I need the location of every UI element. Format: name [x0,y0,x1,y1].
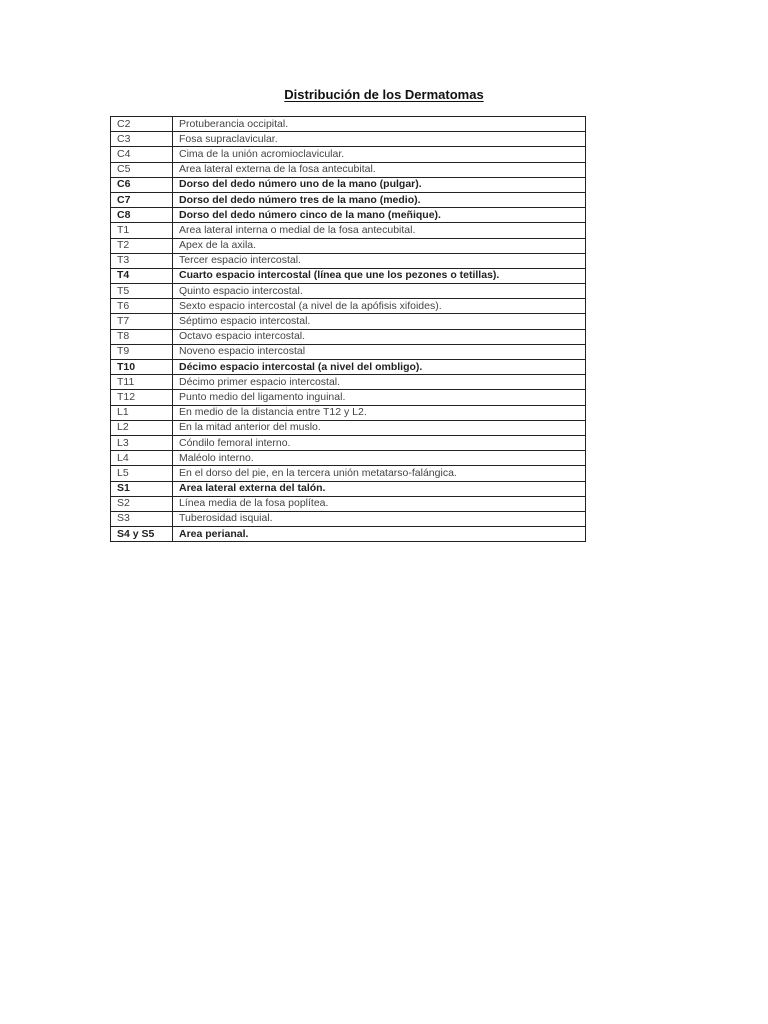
dermatome-code-cell: T7 [111,314,173,329]
dermatome-description-cell: Décimo espacio intercostal (a nivel del ombligo). [173,360,586,375]
table-row [111,268,586,283]
dermatome-code-cell: L1 [111,405,173,420]
dermatome-description-cell: Tuberosidad isquial. [173,511,586,526]
table-row [111,360,586,375]
dermatome-description-cell: Décimo primer espacio intercostal. [173,375,586,390]
dermatome-description-cell: Cóndilo femoral interno. [173,435,586,450]
dermatome-code-cell: S3 [111,511,173,526]
table-row [111,208,586,223]
table-row [111,192,586,207]
dermatome-description-cell: Area perianal. [173,527,586,542]
table-row [111,527,586,542]
dermatome-code-cell: T9 [111,344,173,359]
dermatome-code-cell: T3 [111,253,173,268]
dermatome-code-cell: T11 [111,375,173,390]
table-row [111,253,586,268]
dermatome-code-cell: T8 [111,329,173,344]
table-row [111,299,586,314]
table-row [111,435,586,450]
dermatome-code-cell: L2 [111,420,173,435]
table-row [111,314,586,329]
dermatome-description-cell: Tercer espacio intercostal. [173,253,586,268]
dermatome-code-cell: L4 [111,451,173,466]
dermatome-description-cell: Apex de la axila. [173,238,586,253]
dermatome-description-cell: Protuberancia occipital. [173,117,586,132]
table-row [111,147,586,162]
dermatome-code-cell: S1 [111,481,173,496]
dermatome-description-cell: Fosa supraclavicular. [173,132,586,147]
dermatome-code-cell: T4 [111,268,173,283]
dermatome-code-cell: T12 [111,390,173,405]
dermatome-description-cell: Area lateral interna o medial de la fosa antecubital. [173,223,586,238]
dermatome-code-cell: S4 y S5 [111,527,173,542]
dermatome-description-cell: Dorso del dedo número cinco de la mano (meñique). [173,208,586,223]
dermatome-description-cell: Cima de la unión acromioclavicular. [173,147,586,162]
dermatome-description-cell: Noveno espacio intercostal [173,344,586,359]
table-row [111,390,586,405]
table-row [111,162,586,177]
dermatome-description-cell: Dorso del dedo número tres de la mano (medio). [173,192,586,207]
dermatome-code-cell: T1 [111,223,173,238]
table-row [111,117,586,132]
table-row [111,223,586,238]
document-title [0,86,768,104]
dermatome-code-cell: C7 [111,192,173,207]
dermatome-code-cell: C3 [111,132,173,147]
table-row [111,405,586,420]
dermatome-code-cell: C8 [111,208,173,223]
dermatome-description-cell: Línea media de la fosa poplítea. [173,496,586,511]
table-row [111,511,586,526]
dermatome-description-cell: En el dorso del pie, en la tercera unión metatarso-falángica. [173,466,586,481]
table-row [111,420,586,435]
dermatome-code-cell: T5 [111,284,173,299]
table-row [111,451,586,466]
dermatome-code-cell: L3 [111,435,173,450]
table-row [111,329,586,344]
dermatome-description-cell: Séptimo espacio intercostal. [173,314,586,329]
table-row [111,375,586,390]
dermatome-code-cell: L5 [111,466,173,481]
dermatome-description-cell: Sexto espacio intercostal (a nivel de la apófisis xifoides). [173,299,586,314]
dermatome-code-cell: C6 [111,177,173,192]
dermatome-description-cell: Punto medio del ligamento inguinal. [173,390,586,405]
dermatome-description-cell: Maléolo interno. [173,451,586,466]
dermatome-code-cell: T2 [111,238,173,253]
dermatome-description-cell: Octavo espacio intercostal. [173,329,586,344]
dermatome-description-cell: Area lateral externa del talón. [173,481,586,496]
table-row [111,238,586,253]
dermatome-code-cell: C5 [111,162,173,177]
dermatome-code-cell: T10 [111,360,173,375]
dermatome-code-cell: C2 [111,117,173,132]
table-row [111,496,586,511]
dermatome-description-cell: Cuarto espacio intercostal (línea que une los pezones o tetillas). [173,268,586,283]
dermatome-code-cell: C4 [111,147,173,162]
table-row [111,344,586,359]
table-row [111,177,586,192]
table-row [111,481,586,496]
dermatome-code-cell: S2 [111,496,173,511]
dermatome-description-cell: Dorso del dedo número uno de la mano (pulgar). [173,177,586,192]
dermatome-description-cell: En la mitad anterior del muslo. [173,420,586,435]
table-row [111,466,586,481]
table-row [111,284,586,299]
dermatome-description-cell: Quinto espacio intercostal. [173,284,586,299]
dermatomes-table-body [111,117,586,542]
dermatome-description-cell: Area lateral externa de la fosa antecubital. [173,162,586,177]
dermatome-code-cell: T6 [111,299,173,314]
document-title-text: Distribución de los Dermatomas [284,87,484,102]
dermatome-description-cell: En medio de la distancia entre T12 y L2. [173,405,586,420]
table-row [111,132,586,147]
dermatomes-table [110,116,586,542]
